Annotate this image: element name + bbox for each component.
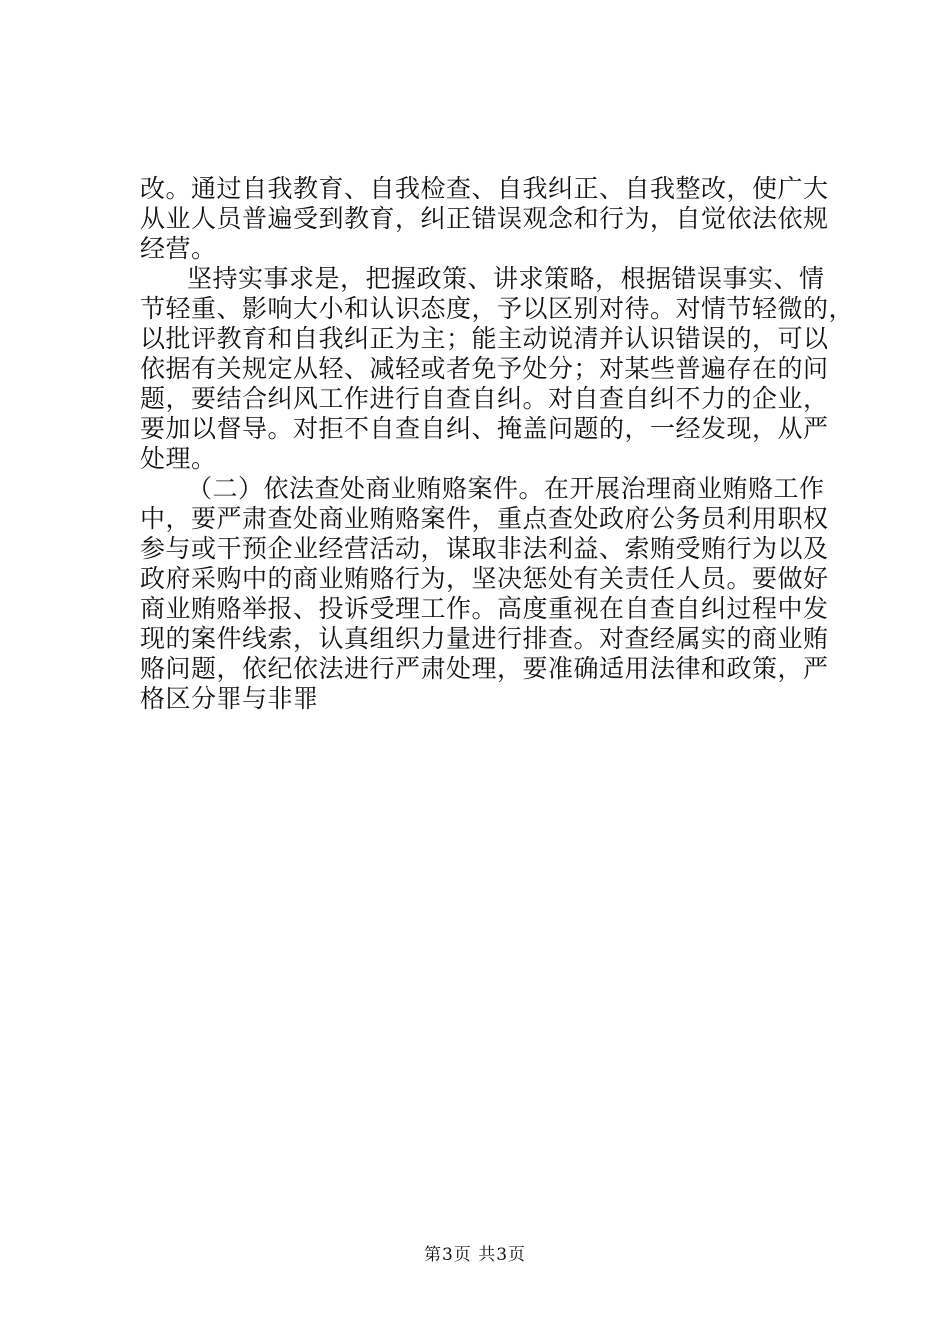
text-line: 参与或干预企业经营活动，谋取非法利益、索贿受贿行为以及 <box>140 534 829 563</box>
text-line: 从业人员普遍受到教育，纠正错误观念和行为，自觉依法依规 <box>140 204 829 233</box>
text-line: 赂问题，依纪依法进行严肃处理，要准确适用法律和政策，严 <box>140 654 829 683</box>
paragraph-start-line: 坚持实事求是，把握政策、讲求策略，根据错误事实、情 <box>187 264 825 293</box>
text-line: 题，要结合纠风工作进行自查自纠。对自查自纠不力的企业， <box>140 384 829 413</box>
text-line: 中，要严肃查处商业贿赂案件，重点查处政府公务员利用职权 <box>140 504 829 533</box>
text-line: 以批评教育和自我纠正为主；能主动说清并认识错误的，可以 <box>140 324 829 353</box>
section-heading-line: （二）依法查处商业贿赂案件。在开展治理商业贿赂工作 <box>187 474 825 503</box>
text-line: 改。通过自我教育、自我检查、自我纠正、自我整改，使广大 <box>140 174 829 203</box>
text-line: 处理。 <box>140 444 217 473</box>
text-line: 经营。 <box>140 234 217 263</box>
text-line: 商业贿赂举报、投诉受理工作。高度重视在自查自纠过程中发 <box>140 594 829 623</box>
text-line: 依据有关规定从轻、减轻或者免予处分；对某些普遍存在的问 <box>140 354 829 383</box>
text-line: 要加以督导。对拒不自查自纠、掩盖问题的，一经发现，从严 <box>140 414 829 443</box>
text-line: 政府采购中的商业贿赂行为，坚决惩处有关责任人员。要做好 <box>140 564 829 593</box>
text-line: 节轻重、影响大小和认识态度，予以区别对待。对情节轻微的， <box>140 294 855 323</box>
text-line: 格区分罪与非罪 <box>140 684 319 713</box>
page-number-footer: 第3页 共3页 <box>423 1245 527 1265</box>
document-body <box>140 174 855 714</box>
text-line: 现的案件线索，认真组织力量进行排查。对查经属实的商业贿 <box>140 624 829 653</box>
